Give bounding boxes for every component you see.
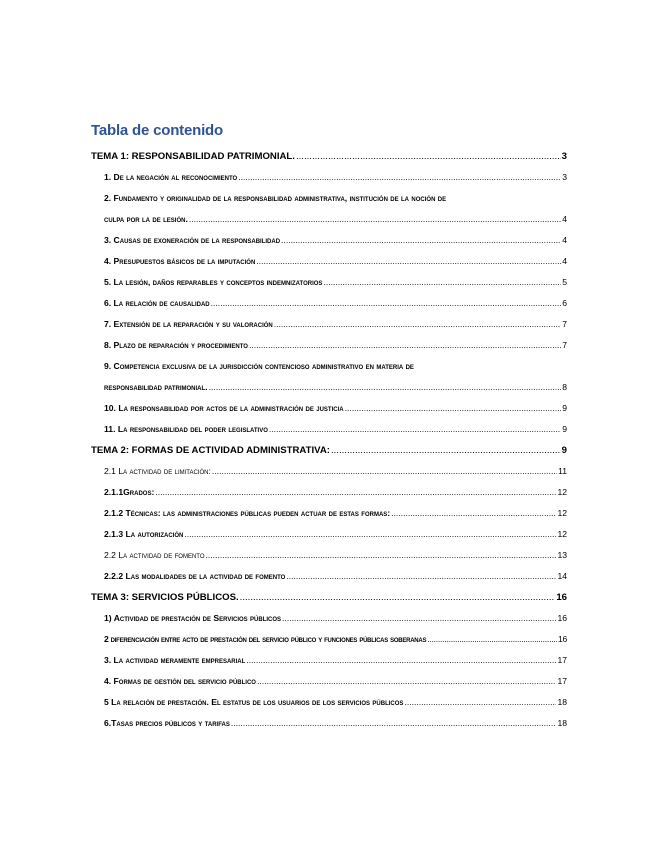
toc-page-number: 8 <box>562 382 567 392</box>
toc-entry-text: 2.1.3 La autorización <box>104 529 184 539</box>
toc-page-number: 14 <box>557 571 567 581</box>
toc-page-number: 16 <box>557 613 567 623</box>
toc-entry[interactable] <box>91 172 567 183</box>
toc-leader-dots <box>269 424 561 435</box>
toc-page-number: 18 <box>557 697 567 707</box>
toc-page-number: 12 <box>557 508 567 518</box>
toc-page-number: 7 <box>562 340 567 350</box>
toc-leader-dots <box>189 214 561 225</box>
toc-entry-text: 8. Plazo de reparación y procedimiento <box>104 340 248 350</box>
toc-leader-dots <box>286 571 556 582</box>
toc-entry-first-line[interactable]: 9. Competencia exclusiva de la jurisdicción contencioso administrativo en materia de <box>104 361 414 371</box>
toc-entry[interactable] <box>91 655 567 666</box>
toc-page-number: 9 <box>562 403 567 413</box>
toc-entry-text: culpa por la de lesión. <box>104 214 188 224</box>
toc-entry-text: 2.2 La actividad de fomento <box>104 550 205 560</box>
toc-page-number: 3 <box>562 172 567 182</box>
toc-entry-tema-3[interactable] <box>91 592 567 603</box>
toc-entry-text: 2.1 La actividad de limitación: <box>104 466 211 476</box>
toc-entry[interactable] <box>91 697 567 708</box>
toc-leader-dots <box>274 319 561 330</box>
toc-leader-dots <box>281 235 561 246</box>
toc-entry-text: 5. La lesión, daños reparables y conceptos indemnizatorios <box>104 277 323 287</box>
toc-page-number: 6 <box>562 298 567 308</box>
toc-leader-dots <box>206 550 557 561</box>
toc-entry-text: 2.1.1Grados: <box>104 487 155 497</box>
toc-leader-dots <box>212 466 557 477</box>
toc-entry[interactable] <box>91 235 567 246</box>
toc-leader-dots <box>345 403 562 414</box>
toc-leader-dots <box>391 508 556 519</box>
toc-entry-text: 10. La responsabilidad por actos de la administración de justicia <box>104 403 344 413</box>
toc-page-number: 16 <box>557 634 567 644</box>
toc-page-number: 4 <box>562 214 567 224</box>
toc-page-number: 11 <box>558 466 567 476</box>
toc-entry-text: 2.2.2 Las modalidades de la actividad de fomento <box>104 571 286 581</box>
toc-entry-text: 4. Formas de gestión del servicio público <box>104 676 256 686</box>
toc-entry-tema-2[interactable] <box>91 445 567 456</box>
toc-entry[interactable] <box>91 613 567 624</box>
toc-entry-text: 2.1.2 Técnicas: las administraciones públicas pueden actuar de estas formas: <box>104 508 391 518</box>
toc-entry-text: TEMA 2: FORMAS DE ACTIVIDAD ADMINISTRATIVA: <box>91 445 330 456</box>
toc-entry-text: TEMA 3: SERVICIOS PÚBLICOS. <box>91 592 239 603</box>
toc-leader-dots <box>296 151 561 162</box>
toc-entry-text: 6.Tasas precios públicos y tarifas <box>104 718 230 728</box>
toc-page-number: 9 <box>562 424 567 434</box>
toc-leader-dots <box>184 529 556 540</box>
toc-page-number: 4 <box>562 256 567 266</box>
toc-page-number: 12 <box>557 529 567 539</box>
toc-entry[interactable] <box>91 571 567 582</box>
toc-leader-dots <box>323 277 561 288</box>
toc-entry[interactable] <box>91 319 567 330</box>
toc-page-number: 4 <box>562 235 567 245</box>
toc-page-number: 9 <box>561 445 567 456</box>
toc-leader-dots <box>404 697 556 708</box>
toc-entry-text: 2 diferenciación entre acto de prestación del servicio público y funciones públicas soberanas <box>104 634 427 644</box>
toc-entry-text: 7. Extensión de la reparación y su valoración <box>104 319 273 329</box>
toc-page-number: 17 <box>557 655 567 665</box>
toc-page-number: 5 <box>562 277 567 287</box>
toc-entry-text: 11. La responsabilidad del poder legislativo <box>104 424 268 434</box>
toc-entry[interactable] <box>91 214 567 225</box>
toc-entry[interactable] <box>91 466 567 477</box>
toc-entry-text: 3. La actividad meramente empresarial <box>104 655 246 665</box>
toc-entry[interactable] <box>91 424 567 435</box>
toc-entry[interactable] <box>91 676 567 687</box>
toc-leader-dots <box>240 592 556 603</box>
toc-leader-dots <box>331 445 561 456</box>
toc-leader-dots <box>209 382 562 393</box>
toc-leader-dots <box>427 634 557 645</box>
toc-page-number: 16 <box>556 592 567 603</box>
toc-page-number: 17 <box>557 676 567 686</box>
toc-entry-first-line[interactable]: 2. Fundamento y originalidad de la responsabilidad administrativa, institución de la noción de <box>104 193 447 203</box>
toc-entry[interactable] <box>91 382 567 393</box>
toc-entry-tema-1[interactable] <box>91 151 567 162</box>
toc-entry[interactable] <box>91 277 567 288</box>
toc-leader-dots <box>238 172 561 183</box>
toc-leader-dots <box>155 487 556 498</box>
toc-list <box>91 150 567 729</box>
toc-leader-dots <box>249 340 561 351</box>
toc-entry[interactable] <box>91 718 567 729</box>
toc-entry[interactable] <box>91 403 567 414</box>
toc-entry-text: 1. De la negación al reconocimiento <box>104 172 238 182</box>
toc-leader-dots <box>282 613 556 624</box>
toc-page-number: 7 <box>562 319 567 329</box>
toc-entry[interactable] <box>91 634 567 645</box>
toc-page-number: 12 <box>557 487 567 497</box>
toc-entry[interactable] <box>91 298 567 309</box>
toc-entry-text: 3. Causas de exoneración de la responsabilidad <box>104 235 281 245</box>
toc-entry-text: 1) Actividad de prestación de Servicios públicos <box>104 613 282 623</box>
toc-entry[interactable] <box>91 550 567 561</box>
toc-entry[interactable] <box>91 487 567 498</box>
toc-title: Tabla de contenido <box>91 122 223 139</box>
toc-leader-dots <box>231 718 557 729</box>
toc-entry[interactable] <box>91 529 567 540</box>
toc-page-number: 3 <box>561 151 567 162</box>
toc-leader-dots <box>257 676 556 687</box>
toc-entry[interactable] <box>91 256 567 267</box>
toc-leader-dots <box>246 655 556 666</box>
toc-entry-text: 4. Presupuestos básicos de la imputación <box>104 256 256 266</box>
toc-leader-dots <box>211 298 562 309</box>
toc-page-number: 18 <box>557 718 567 728</box>
toc-entry[interactable] <box>91 508 567 519</box>
toc-entry-text: 5 La relación de prestación. El estatus de los usuarios de los servicios públicos <box>104 697 404 707</box>
toc-entry-text: 6. La relación de causalidad <box>104 298 210 308</box>
toc-entry[interactable] <box>91 340 567 351</box>
toc-page-number: 13 <box>557 550 567 560</box>
toc-entry-text: TEMA 1: RESPONSABILIDAD PATRIMONIAL. <box>91 151 295 162</box>
toc-entry-text: responsabilidad patrimonial. <box>104 382 208 392</box>
toc-leader-dots <box>256 256 561 267</box>
